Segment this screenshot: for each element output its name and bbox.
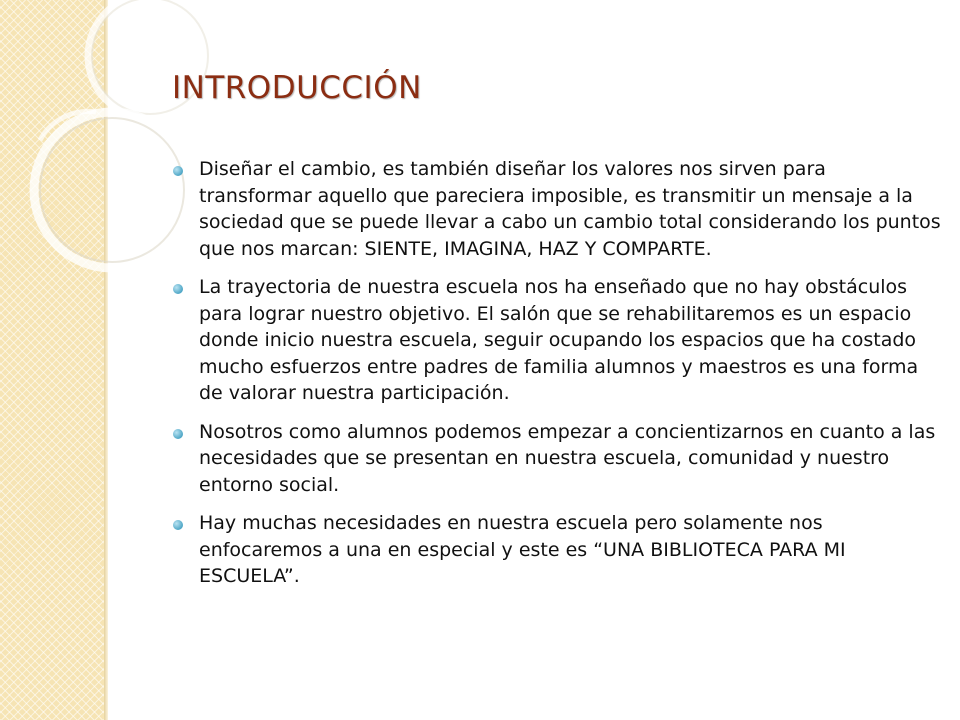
bullet-dot-icon xyxy=(173,166,183,176)
bullet-item xyxy=(172,510,942,590)
bullet-text: Diseñar el cambio, es también diseñar los valores nos sirven para transformar aquello que pareciera imposible, es transmitir un mensaje a la sociedad que se puede llevar a cabo un cambio total considerando los puntos que nos marcan: SIENTE, IMAGINA, HAZ Y COMPARTE. xyxy=(199,158,941,260)
bullet-dot-icon xyxy=(173,284,183,294)
bullet-dot-icon xyxy=(173,520,183,530)
bullet-dot-icon xyxy=(173,429,183,439)
bullet-item xyxy=(172,274,942,407)
slide-title: INTRODUCCIÓN xyxy=(172,70,422,106)
bullet-list xyxy=(172,156,942,602)
bullet-item xyxy=(172,156,942,262)
bullet-text: Hay muchas necesidades en nuestra escuela pero solamente nos enfocaremos a una en especial y este es “UNA BIBLIOTECA PARA MI ESCUELA”. xyxy=(199,512,846,587)
bullet-text: La trayectoria de nuestra escuela nos ha enseñado que no hay obstáculos para lograr nuestro objetivo. El salón que se rehabilitaremos es un espacio donde inicio nuestra escuela, seguir ocupando los espacios que ha costado mucho esfuerzos entre padres de familia alumnos y maestros es una forma de valorar nuestra participación. xyxy=(199,276,919,404)
bullet-text: Nosotros como alumnos podemos empezar a concientizarnos en cuanto a las necesidades que se presentan en nuestra escuela, comunidad y nuestro entorno social. xyxy=(199,420,936,496)
bullet-item xyxy=(172,419,942,499)
